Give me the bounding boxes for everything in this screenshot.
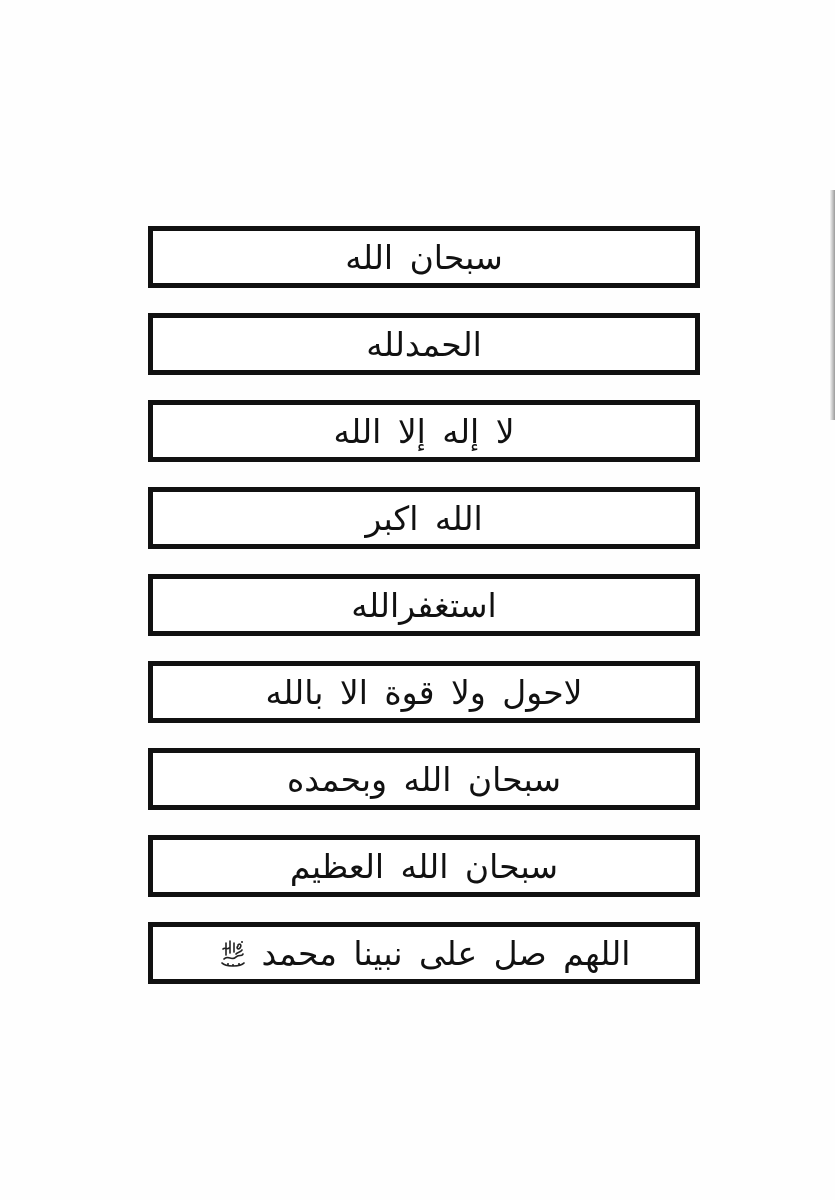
dhikr-box-subhanallah-wabihamdihi	[148, 748, 700, 810]
dhikr-box-tahlil	[148, 400, 700, 462]
dhikr-text: سبحان الله العظيم	[289, 846, 559, 886]
dhikr-text: لاحول ولا قوة الا بالله	[265, 672, 583, 712]
dhikr-box-istighfar	[148, 574, 700, 636]
dhikr-box-salawat	[148, 922, 700, 984]
dhikr-text: الله اكبر	[365, 498, 483, 538]
dhikr-box-hawqala	[148, 661, 700, 723]
page-edge-shadow	[830, 190, 835, 420]
dhikr-list	[148, 226, 700, 1009]
dhikr-text: اللهم صل على نبينا محمد	[261, 933, 631, 973]
dhikr-text: سبحان الله	[345, 237, 503, 277]
dhikr-text: سبحان الله وبحمده	[286, 759, 562, 799]
dhikr-box-subhanallah-aladheem	[148, 835, 700, 897]
dhikr-box-alhamdulillah	[148, 313, 700, 375]
dhikr-box-takbir	[148, 487, 700, 549]
dhikr-box-subhanallah	[148, 226, 700, 288]
salawat-calligraphy-icon	[218, 937, 248, 969]
dhikr-text: الحمدلله	[366, 324, 482, 364]
dhikr-text: لا إله إلا الله	[333, 411, 515, 451]
dhikr-text: استغفرالله	[351, 585, 497, 625]
